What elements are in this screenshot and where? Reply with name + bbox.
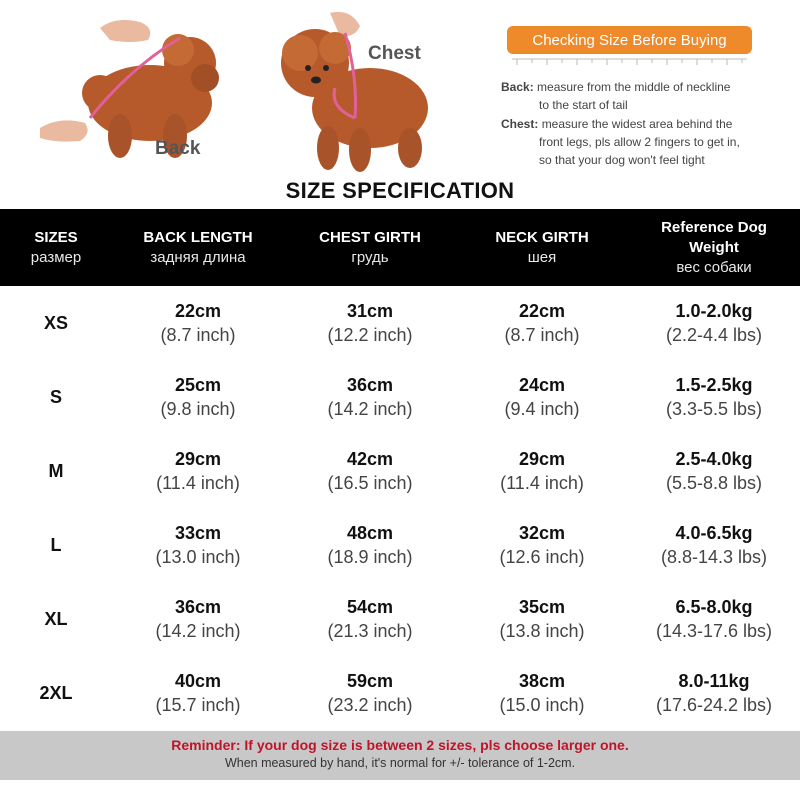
metric-value: 29cm: [174, 449, 222, 469]
chest-label: Chest: [368, 43, 421, 64]
header-sublabel: грудь: [351, 248, 389, 266]
metric-value: 2.5-4.0kg: [675, 449, 753, 469]
header-dog-weight: [628, 209, 800, 286]
header-neck-girth: [456, 209, 628, 286]
reminder-footer: [0, 731, 800, 780]
chest-instruction-line2: front legs, pls allow 2 fingers to get in,: [539, 135, 740, 149]
metric-value: 38cm: [518, 671, 566, 691]
chest-girth-cell: [284, 286, 456, 360]
size-cell: S: [49, 387, 62, 407]
back-length-cell: [112, 582, 284, 656]
dog-weight-cell: [628, 434, 800, 508]
header-sublabel: шея: [527, 248, 557, 266]
header-sublabel: размер: [30, 248, 82, 266]
header-label: NECK GIRTH: [495, 228, 589, 246]
reminder-line2: When measured by hand, it's normal for +/- tolerance of 1-2cm.: [224, 756, 576, 770]
chest-instruction-line3: so that your dog won't feel tight: [539, 153, 705, 167]
table-row: [0, 582, 800, 656]
metric-value: 1.5-2.5kg: [675, 375, 753, 395]
imperial-value: (3.3-5.5 lbs): [665, 399, 763, 419]
back-instruction-key: Back:: [501, 80, 534, 94]
header-sublabel: задняя длина: [150, 248, 246, 266]
imperial-value: (8.7 inch): [504, 325, 580, 345]
chest-girth-cell: [284, 360, 456, 434]
imperial-value: (8.7 inch): [160, 325, 236, 345]
dog-weight-cell: [628, 360, 800, 434]
chest-instruction: [501, 115, 740, 169]
back-length-cell: [112, 656, 284, 730]
metric-value: 6.5-8.0kg: [675, 597, 753, 617]
back-instruction: [501, 78, 730, 114]
back-length-cell: [112, 286, 284, 360]
metric-value: 4.0-6.5kg: [675, 523, 753, 543]
header-chest-girth: [284, 209, 456, 286]
back-label: Back: [155, 138, 201, 159]
imperial-value: (15.0 inch): [499, 695, 585, 715]
imperial-value: (11.4 inch): [500, 473, 584, 493]
imperial-value: (13.0 inch): [155, 547, 241, 567]
header-sizes: [0, 209, 112, 286]
metric-value: 22cm: [518, 301, 566, 321]
imperial-value: (16.5 inch): [327, 473, 413, 493]
size-cell: XS: [43, 313, 68, 333]
table-header: [0, 209, 800, 286]
imperial-value: (12.6 inch): [499, 547, 585, 567]
metric-value: 35cm: [518, 597, 566, 617]
imperial-value: (17.6-24.2 lbs): [655, 695, 773, 715]
back-instruction-line1: measure from the middle of neckline: [537, 80, 731, 94]
neck-girth-cell: [456, 360, 628, 434]
metric-value: 33cm: [174, 523, 222, 543]
size-cell: 2XL: [39, 683, 73, 703]
chest-girth-cell: [284, 656, 456, 730]
chest-instruction-key: Chest:: [501, 117, 539, 131]
imperial-value: (14.2 inch): [327, 399, 413, 419]
neck-girth-cell: [456, 582, 628, 656]
metric-value: 24cm: [518, 375, 566, 395]
metric-value: 48cm: [346, 523, 394, 543]
metric-value: 22cm: [174, 301, 222, 321]
imperial-value: (2.2-4.4 lbs): [665, 325, 763, 345]
header-label: SIZES: [34, 228, 78, 246]
checking-size-banner: Checking Size Before Buying: [507, 26, 752, 54]
neck-girth-cell: [456, 656, 628, 730]
dog-weight-cell: [628, 582, 800, 656]
metric-value: 36cm: [346, 375, 394, 395]
header-label: BACK LENGTH: [143, 228, 253, 246]
table-row: [0, 286, 800, 360]
dog-weight-cell: [628, 508, 800, 582]
metric-value: 59cm: [346, 671, 394, 691]
imperial-value: (11.4 inch): [156, 473, 240, 493]
metric-value: 42cm: [346, 449, 394, 469]
neck-girth-cell: [456, 286, 628, 360]
imperial-value: (8.8-14.3 lbs): [660, 547, 768, 567]
imperial-value: (21.3 inch): [327, 621, 413, 641]
back-instruction-line2: to the start of tail: [539, 98, 628, 112]
metric-value: 31cm: [346, 301, 394, 321]
metric-value: 29cm: [518, 449, 566, 469]
chest-girth-cell: [284, 582, 456, 656]
back-length-cell: [112, 508, 284, 582]
dog-weight-cell: [628, 286, 800, 360]
metric-value: 1.0-2.0kg: [675, 301, 753, 321]
header-label: Reference Dog Weight: [661, 218, 767, 256]
metric-value: 8.0-11kg: [678, 671, 750, 691]
back-length-cell: [112, 360, 284, 434]
page-title: SIZE SPECIFICATION: [285, 178, 515, 203]
table-row: [0, 434, 800, 508]
chest-girth-cell: [284, 508, 456, 582]
metric-value: 54cm: [346, 597, 394, 617]
size-cell: M: [48, 461, 64, 481]
chest-instruction-line1: measure the widest area behind the: [541, 117, 733, 131]
imperial-value: (12.2 inch): [327, 325, 413, 345]
imperial-value: (13.8 inch): [499, 621, 585, 641]
metric-value: 40cm: [174, 671, 222, 691]
size-table: [0, 209, 800, 730]
table-body: [0, 286, 800, 730]
chest-girth-cell: [284, 434, 456, 508]
back-length-cell: [112, 434, 284, 508]
imperial-value: (23.2 inch): [327, 695, 413, 715]
metric-value: 32cm: [518, 523, 566, 543]
imperial-value: (14.3-17.6 lbs): [655, 621, 773, 641]
size-cell: L: [50, 535, 62, 555]
imperial-value: (15.7 inch): [155, 695, 241, 715]
size-cell: XL: [44, 609, 68, 629]
imperial-value: (9.4 inch): [504, 399, 580, 419]
header-sublabel: вес собаки: [676, 258, 752, 276]
header-back-length: [112, 209, 284, 286]
ruler-icon: [512, 57, 747, 67]
imperial-value: (14.2 inch): [155, 621, 241, 641]
illustration-area: [0, 0, 800, 178]
table-row: [0, 508, 800, 582]
dog-weight-cell: [628, 656, 800, 730]
header-label: CHEST GIRTH: [319, 228, 421, 246]
imperial-value: (18.9 inch): [327, 547, 413, 567]
table-row: [0, 656, 800, 730]
reminder-line1: Reminder: If your dog size is between 2 sizes, pls choose larger one.: [171, 737, 629, 753]
imperial-value: (5.5-8.8 lbs): [665, 473, 763, 493]
table-row: [0, 360, 800, 434]
dog-chest-measure-image: [260, 8, 450, 173]
neck-girth-cell: [456, 508, 628, 582]
imperial-value: (9.8 inch): [160, 399, 236, 419]
metric-value: 25cm: [174, 375, 222, 395]
neck-girth-cell: [456, 434, 628, 508]
metric-value: 36cm: [174, 597, 222, 617]
